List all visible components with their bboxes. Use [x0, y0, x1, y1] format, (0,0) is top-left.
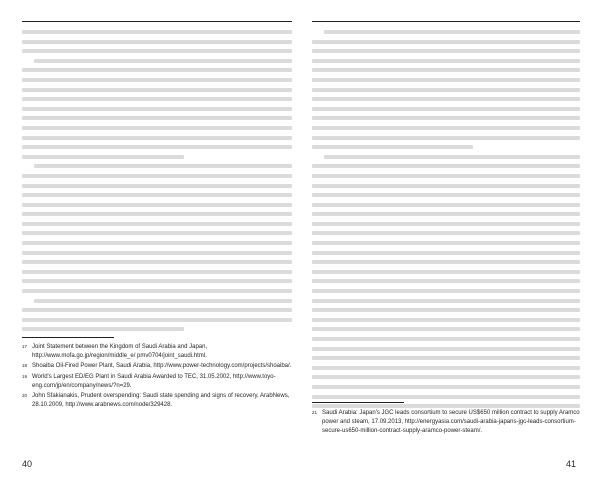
text-line: [312, 347, 580, 351]
text-line: [312, 145, 473, 149]
text-line: [312, 260, 580, 264]
text-line: [312, 318, 580, 322]
text-line: [312, 184, 580, 188]
text-line: [312, 193, 580, 197]
text-line: [312, 356, 580, 360]
text-line: [22, 68, 292, 72]
footnote-rule-right: [312, 402, 404, 403]
footnote-text: Shoaiba Oil-Fired Power Plant, Saudi Arabia, http://www.power-technology.com/projects/shoaiba/.: [32, 363, 292, 370]
text-line: [312, 68, 580, 72]
footnote: [22, 392, 292, 410]
text-line: [312, 203, 580, 207]
header-rule-left: [22, 21, 292, 22]
text-line: [22, 145, 292, 149]
text-line: [312, 40, 580, 44]
text-line: [22, 203, 292, 207]
right-page-body: [312, 30, 580, 414]
text-line: [22, 260, 292, 264]
footnote: [22, 343, 292, 361]
text-line: [312, 308, 580, 312]
text-line: [312, 241, 580, 245]
text-line: [22, 78, 292, 82]
text-line: [22, 193, 292, 197]
running-header-left: [22, 9, 292, 19]
text-line: [312, 164, 580, 168]
text-line: [22, 318, 292, 322]
text-line: [22, 40, 292, 44]
text-line: [22, 126, 292, 130]
text-line: [22, 279, 292, 283]
page-number-left: 40: [22, 459, 33, 469]
text-line: [22, 231, 292, 235]
text-line: [34, 59, 292, 63]
page-number-right: 41: [566, 459, 577, 469]
text-line: [312, 337, 580, 341]
text-line: [22, 174, 292, 178]
text-line: [22, 241, 292, 245]
footnotes-right: [312, 409, 580, 437]
footnote-text: World's Largest ED/EG Plant in Saudi Arabia Awarded to TEC, 31.05.2002, http://www.toyo-eng.com/jp/en/company/news/?n=29.: [32, 373, 276, 389]
text-line: [312, 279, 580, 283]
footnotes-left: [22, 343, 292, 411]
text-line: [22, 155, 184, 159]
footnote-text: Joint Statement between the Kingdom of Saudi Arabia and Japan, http://www.mofa.go.jp/region/middle_e/ pmv0704/joint_saudi.html.: [32, 344, 208, 359]
text-line: [22, 212, 292, 216]
text-line: [312, 78, 580, 82]
text-line: [324, 155, 580, 159]
text-line: [312, 107, 580, 111]
text-line: [34, 299, 292, 303]
text-line: [34, 164, 292, 168]
footnote-rule-left: [22, 337, 114, 338]
footnote-text: John Sfakianakis, Prudent overspending: Saudi state spending and signs of recovery, ArabNews, 28.10.2009, http://www.arabnews.com/node/329428.: [32, 393, 290, 408]
header-rule-right: [312, 21, 580, 22]
text-line: [22, 30, 292, 34]
text-line: [312, 251, 580, 255]
text-line: [22, 270, 292, 274]
text-line: [312, 404, 580, 408]
text-line: [312, 59, 580, 63]
text-line: [22, 308, 292, 312]
text-line: [312, 174, 580, 178]
text-line: [312, 366, 580, 370]
text-line: [22, 222, 292, 226]
text-line: [312, 395, 580, 399]
text-line: [22, 97, 292, 101]
text-line: [312, 88, 580, 92]
footnote-text: Saudi Arabia: Japan's JGC leads consortium to secure US$650 million contract to supply Aramco power and steam, 17.09.2013, http://energyasia.com/saudi-arabia-japans-jgc-leads-consortium-secure-us650-million-contract-supply-aramco-power-steam/.: [322, 410, 580, 434]
text-line: [312, 49, 580, 53]
text-line: [312, 97, 580, 101]
text-line: [312, 136, 580, 140]
text-line: [22, 327, 184, 331]
text-line: [312, 212, 580, 216]
text-line: [324, 30, 580, 34]
footnote-number: 18: [22, 363, 28, 369]
text-line: [312, 116, 580, 120]
text-line: [22, 136, 292, 140]
text-line: [22, 116, 292, 120]
footnote: [22, 373, 292, 391]
text-line: [312, 385, 580, 389]
text-line: [312, 375, 580, 379]
running-header-right: [312, 9, 580, 19]
text-line: [312, 327, 580, 331]
footnote-number: 20: [22, 393, 28, 399]
left-page-body: [22, 30, 292, 337]
text-line: [312, 231, 580, 235]
text-line: [312, 222, 580, 226]
text-line: [22, 107, 292, 111]
text-line: [22, 289, 292, 293]
text-line: [312, 270, 580, 274]
text-line: [312, 289, 580, 293]
text-line: [22, 88, 292, 92]
text-line: [22, 251, 292, 255]
text-line: [22, 49, 292, 53]
text-line: [312, 299, 580, 303]
footnote-number: 21: [312, 410, 318, 415]
footnote: [22, 362, 292, 371]
footnote: [312, 409, 580, 436]
footnote-number: 19: [22, 373, 28, 379]
text-line: [22, 184, 292, 188]
text-line: [312, 126, 580, 130]
footnote-number: 17: [22, 344, 28, 349]
